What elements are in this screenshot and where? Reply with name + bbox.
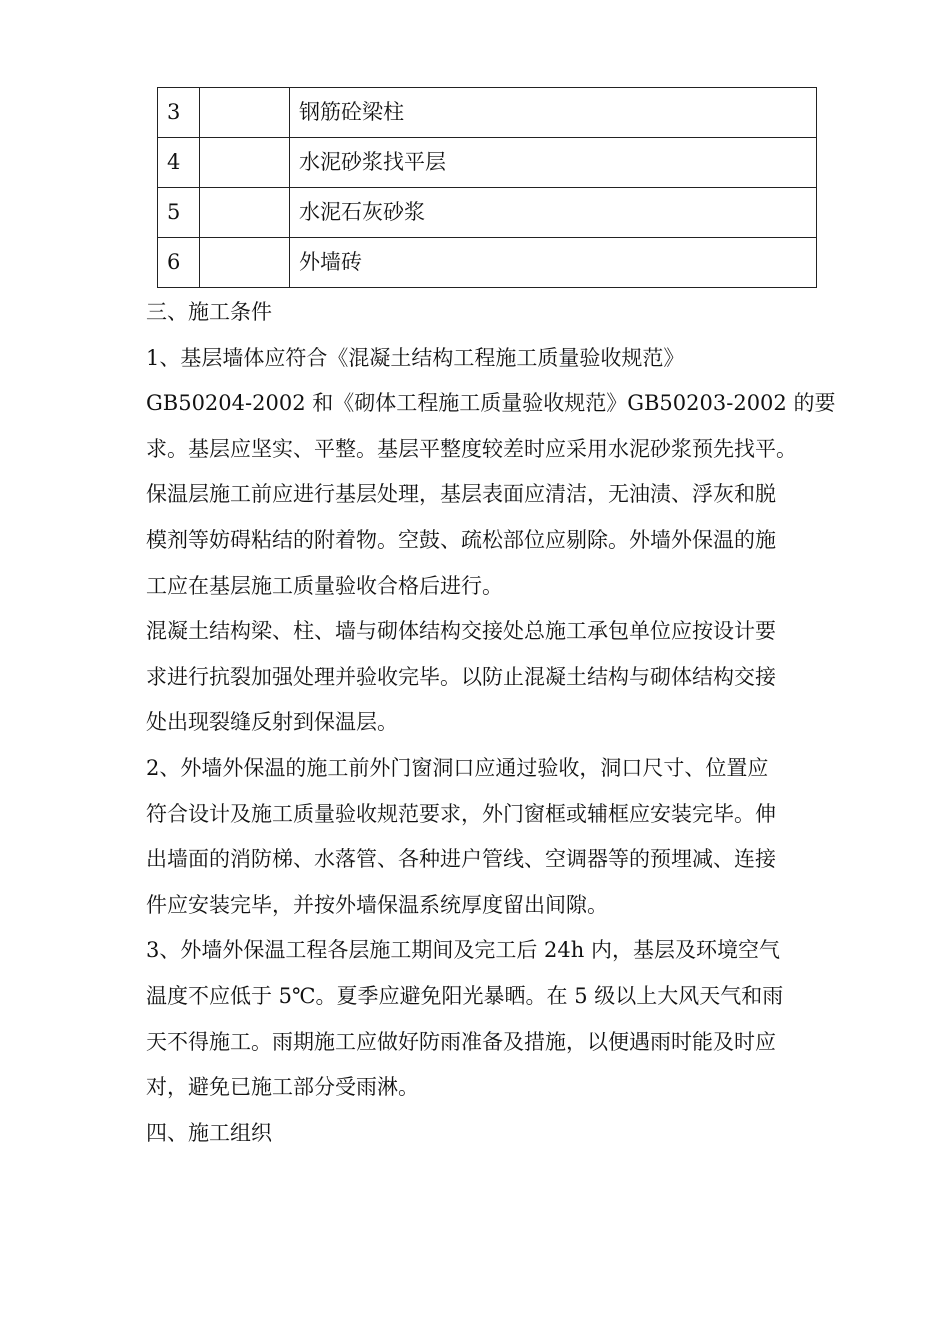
text-line: 混凝土结构梁、柱、墙与砌体结构交接处总施工承包单位应按设计要 — [146, 619, 776, 644]
row-material: 外墙砖 — [290, 238, 817, 288]
row-blank-cell — [200, 238, 290, 288]
text-line: 对，避免已施工部分受雨淋。 — [146, 1075, 419, 1100]
table-row — [158, 188, 817, 238]
text-line: 3、外墙外保温工程各层施工期间及完工后 24h 内，基层及环境空气 — [146, 938, 780, 963]
table-row — [158, 88, 817, 138]
row-blank-cell — [200, 88, 290, 138]
row-number: 6 — [158, 238, 200, 288]
text-line: 出墙面的消防梯、水落管、各种进户管线、空调器等的预埋减、连接 — [146, 847, 776, 872]
body-text — [146, 290, 836, 1156]
text-line: 1、基层墙体应符合《混凝土结构工程施工质量验收规范》 — [146, 345, 685, 370]
row-number: 5 — [158, 188, 200, 238]
text-line: 求。基层应坚实、平整。基层平整度较差时应采用水泥砂浆预先找平。 — [146, 436, 797, 461]
row-material: 钢筋砼梁柱 — [290, 88, 817, 138]
text-line: 求进行抗裂加强处理并验收完毕。以防止混凝土结构与砌体结构交接 — [146, 664, 776, 689]
text-line: 保温层施工前应进行基层处理，基层表面应清洁，无油渍、浮灰和脱 — [146, 482, 776, 507]
materials-table — [157, 87, 817, 288]
text-line: 处出现裂缝反射到保温层。 — [146, 710, 398, 735]
section-heading-construction-conditions: 三、施工条件 — [146, 300, 272, 324]
row-number: 3 — [158, 88, 200, 138]
row-material: 水泥石灰砂浆 — [290, 188, 817, 238]
text-line: 2、外墙外保温的施工前外门窗洞口应通过验收，洞口尺寸、位置应 — [146, 755, 769, 780]
text-line: 天不得施工。雨期施工应做好防雨准备及措施，以便遇雨时能及时应 — [146, 1029, 776, 1054]
text-line: GB50204-2002 和《砌体工程施工质量验收规范》GB50203-2002 的要 — [146, 391, 836, 416]
row-blank-cell — [200, 188, 290, 238]
row-material: 水泥砂浆找平层 — [290, 138, 817, 188]
table-row — [158, 138, 817, 188]
text-line: 工应在基层施工质量验收合格后进行。 — [146, 573, 503, 598]
text-line: 符合设计及施工质量验收规范要求，外门窗框或辅框应安装完毕。伸 — [146, 801, 776, 826]
table-row — [158, 238, 817, 288]
section-heading-construction-organization: 四、施工组织 — [146, 1120, 272, 1145]
text-line: 模剂等妨碍粘结的附着物。空鼓、疏松部位应剔除。外墙外保温的施 — [146, 527, 776, 552]
text-line: 温度不应低于 5℃。夏季应避免阳光暴晒。在 5 级以上大风天气和雨 — [146, 983, 784, 1008]
row-number: 4 — [158, 138, 200, 188]
text-line: 件应安装完毕，并按外墙保温系统厚度留出间隙。 — [146, 892, 608, 917]
row-blank-cell — [200, 138, 290, 188]
